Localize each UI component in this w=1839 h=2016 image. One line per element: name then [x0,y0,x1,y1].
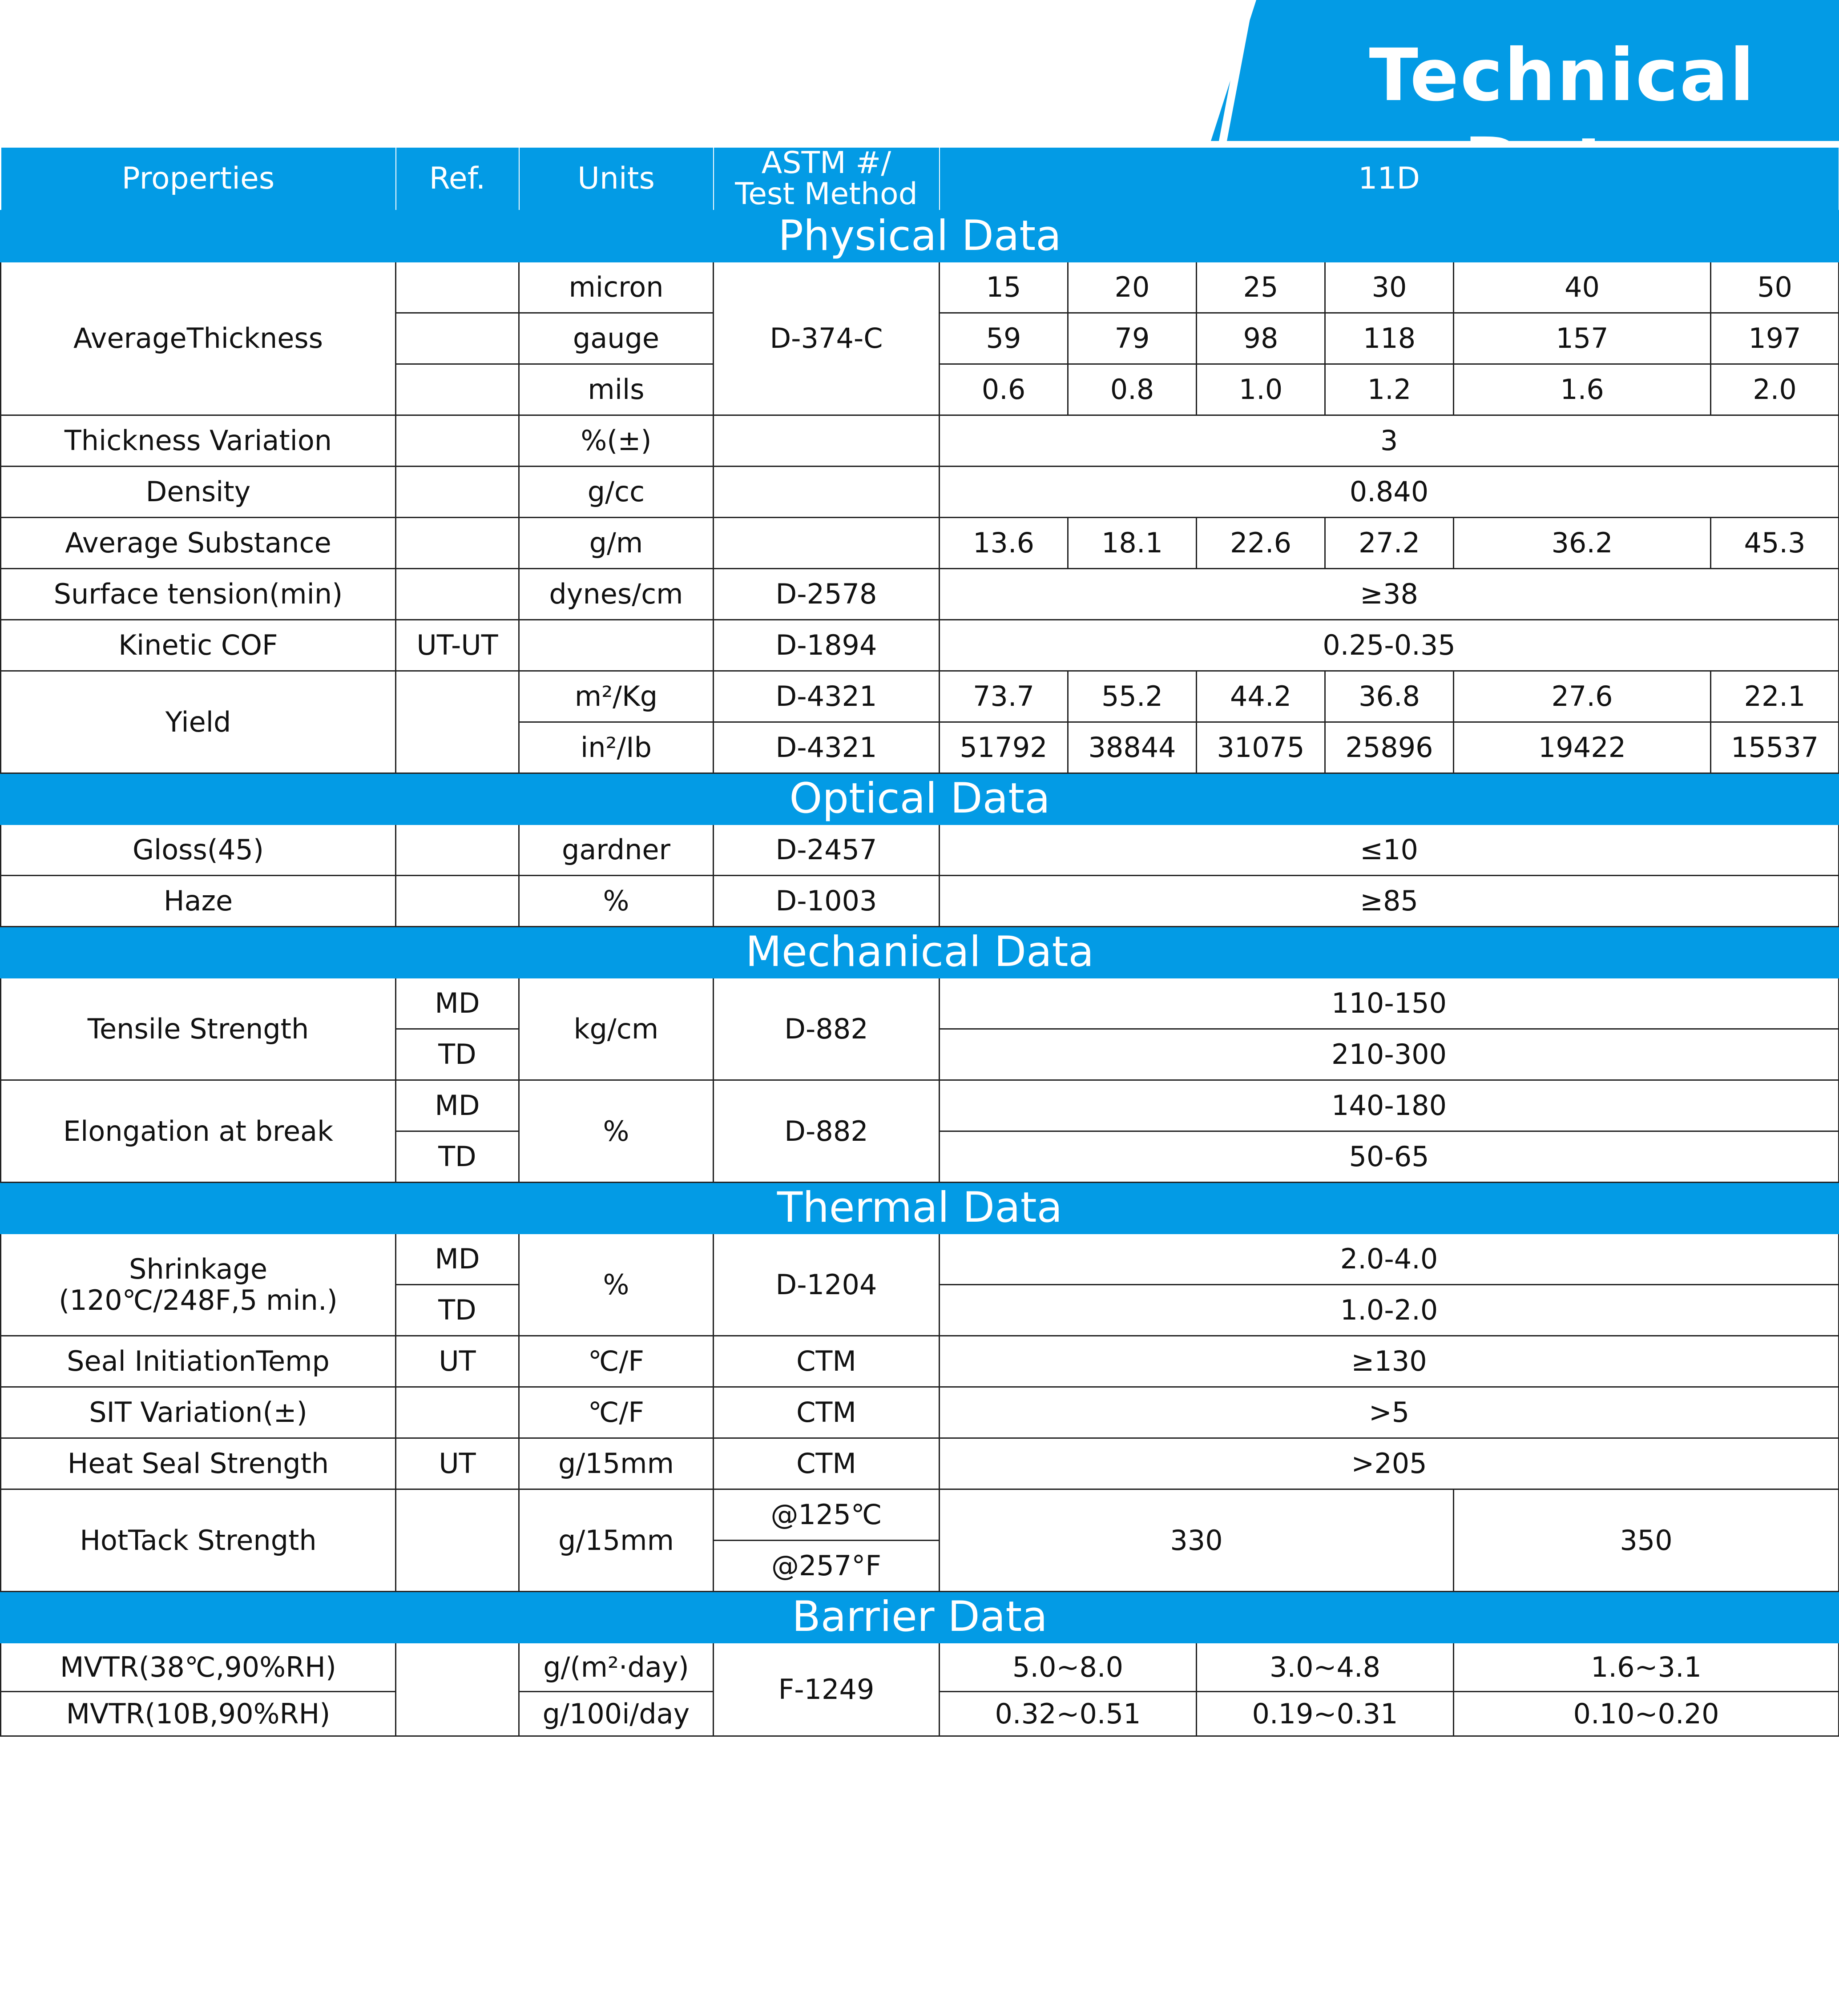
method-cell [714,415,940,467]
section-mechanical [1,927,1839,978]
density-label: Density [1,467,396,518]
value-cell: 79 [1068,313,1197,364]
yield-label: Yield [1,671,396,773]
value-cell: 330 [940,1489,1454,1592]
value-cell: 40 [1454,262,1711,313]
unit-cell: ℃/F [519,1387,714,1438]
value-cell: 0.32~0.51 [940,1692,1197,1736]
ref-cell: MD [396,1080,519,1131]
table-row [1,262,1839,313]
value-cell: ≥38 [940,569,1839,620]
unit-cell: % [519,1080,714,1183]
ref-cell: TD [396,1029,519,1080]
ref-cell: TD [396,1131,519,1183]
value-cell: 0.8 [1068,364,1197,415]
value-cell: 98 [1197,313,1325,364]
unit-cell: m²/Kg [519,671,714,722]
method-cell: @257°F [714,1541,940,1592]
header-units: Units [519,147,714,211]
method-cell: CTM [714,1336,940,1387]
section-thermal-title: Thermal Data [1,1183,1839,1234]
method-cell: D-4321 [714,671,940,722]
header-astm-line2: Test Method [735,177,918,211]
unit-cell: % [519,876,714,927]
shrinkage-label-line2: (120℃/248F,5 min.) [59,1284,338,1316]
table-row [1,1643,1839,1692]
table-header-row [1,147,1839,211]
value-cell: 0.10~0.20 [1454,1692,1839,1736]
value-cell: 25 [1197,262,1325,313]
table-row [1,415,1839,467]
ref-cell [396,364,519,415]
value-cell: 27.6 [1454,671,1711,722]
ref-cell [396,467,519,518]
value-cell: 1.0 [1197,364,1325,415]
average-substance-label: Average Substance [1,518,396,569]
sit-variation-label: SIT Variation(±) [1,1387,396,1438]
value-cell: 0.25-0.35 [940,620,1839,671]
ref-cell [396,825,519,876]
value-cell: 55.2 [1068,671,1197,722]
kinetic-cof-label: Kinetic COF [1,620,396,671]
ref-cell: TD [396,1285,519,1336]
table-row [1,1438,1839,1489]
table-row [1,1080,1839,1131]
table-row [1,978,1839,1029]
value-cell: 210-300 [940,1029,1839,1080]
unit-cell: g/15mm [519,1438,714,1489]
section-optical-title: Optical Data [1,773,1839,825]
table-row [1,825,1839,876]
ref-cell [396,313,519,364]
haze-label: Haze [1,876,396,927]
value-cell: 44.2 [1197,671,1325,722]
section-optical [1,773,1839,825]
ref-cell [396,1643,519,1736]
header-grade: 11D [940,147,1839,211]
table-row [1,1234,1839,1285]
value-cell: 350 [1454,1489,1839,1592]
value-cell: 31075 [1197,722,1325,773]
value-cell: 13.6 [940,518,1068,569]
technical-data-table [0,147,1839,1737]
table-row [1,518,1839,569]
table-row [1,1489,1839,1541]
value-cell: 50 [1711,262,1839,313]
method-cell [714,518,940,569]
ref-cell: MD [396,1234,519,1285]
unit-cell: g/(m²·day) [519,1643,714,1692]
method-cell: D-4321 [714,722,940,773]
table-row [1,1387,1839,1438]
ref-cell [396,262,519,313]
elongation-label: Elongation at break [1,1080,396,1183]
value-cell: 1.6 [1454,364,1711,415]
section-physical [1,211,1839,262]
value-cell: 38844 [1068,722,1197,773]
unit-cell: g/15mm [519,1489,714,1592]
value-cell: ≤10 [940,825,1839,876]
value-cell: 0.6 [940,364,1068,415]
value-cell: ≥130 [940,1336,1839,1387]
mvtr1-label: MVTR(38℃,90%RH) [1,1643,396,1692]
method-cell: D-1003 [714,876,940,927]
ref-cell: UT [396,1336,519,1387]
method-cell: @125℃ [714,1489,940,1541]
unit-cell: ℃/F [519,1336,714,1387]
value-cell: 2.0-4.0 [940,1234,1839,1285]
thickness-label: AverageThickness [1,262,396,415]
shrinkage-label [1,1234,396,1336]
value-cell: 18.1 [1068,518,1197,569]
value-cell: 2.0 [1711,364,1839,415]
thickness-method: D-374-C [714,262,940,415]
section-barrier [1,1592,1839,1643]
value-cell: 1.6~3.1 [1454,1643,1839,1692]
method-cell: F-1249 [714,1643,940,1736]
ref-cell [396,1387,519,1438]
value-cell: 15537 [1711,722,1839,773]
unit-cell: g/m [519,518,714,569]
header-ref: Ref. [396,147,519,211]
table-row [1,569,1839,620]
seal-init-label: Seal InitiationTemp [1,1336,396,1387]
table-row [1,620,1839,671]
table-row [1,1336,1839,1387]
surface-tension-label: Surface tension(min) [1,569,396,620]
value-cell: 20 [1068,262,1197,313]
ref-cell: MD [396,978,519,1029]
value-cell: 51792 [940,722,1068,773]
value-cell: 5.0~8.0 [940,1643,1197,1692]
value-cell: 45.3 [1711,518,1839,569]
ref-cell: UT-UT [396,620,519,671]
value-cell: 197 [1711,313,1839,364]
table-row [1,876,1839,927]
thickness-variation-label: Thickness Variation [1,415,396,467]
value-cell: 1.0-2.0 [940,1285,1839,1336]
value-cell: 25896 [1325,722,1454,773]
value-cell: 0.840 [940,467,1839,518]
value-cell: 118 [1325,313,1454,364]
unit-cell: in²/Ib [519,722,714,773]
value-cell: 36.8 [1325,671,1454,722]
method-cell: CTM [714,1438,940,1489]
value-cell: 110-150 [940,978,1839,1029]
value-cell: 140-180 [940,1080,1839,1131]
value-cell: 15 [940,262,1068,313]
method-cell: D-882 [714,978,940,1080]
unit-mils: mils [519,364,714,415]
section-physical-title: Physical Data [1,211,1839,262]
unit-cell: % [519,1234,714,1336]
method-cell: D-882 [714,1080,940,1183]
value-cell: 50-65 [940,1131,1839,1183]
value-cell: ≥85 [940,876,1839,927]
gloss-label: Gloss(45) [1,825,396,876]
value-cell: 22.1 [1711,671,1839,722]
ref-cell [396,569,519,620]
ref-cell [396,671,519,773]
header-astm-line1: ASTM #/ [761,147,891,181]
value-cell: 22.6 [1197,518,1325,569]
section-barrier-title: Barrier Data [1,1592,1839,1643]
unit-cell: g/cc [519,467,714,518]
header-astm [714,147,940,211]
unit-cell: %(±) [519,415,714,467]
ref-cell [396,876,519,927]
value-cell: 59 [940,313,1068,364]
value-cell: 0.19~0.31 [1197,1692,1454,1736]
method-cell: D-2578 [714,569,940,620]
value-cell: 3 [940,415,1839,467]
method-cell [714,467,940,518]
method-cell: D-1204 [714,1234,940,1336]
mvtr2-label: MVTR(10B,90%RH) [1,1692,396,1736]
section-thermal [1,1183,1839,1234]
value-cell: 27.2 [1325,518,1454,569]
value-cell: 1.2 [1325,364,1454,415]
table-row [1,671,1839,722]
value-cell: 3.0~4.8 [1197,1643,1454,1692]
unit-cell: g/100i/day [519,1692,714,1736]
table-row [1,467,1839,518]
unit-cell: dynes/cm [519,569,714,620]
unit-cell: gardner [519,825,714,876]
value-cell: 19422 [1454,722,1711,773]
ref-cell [396,1489,519,1592]
method-cell: D-1894 [714,620,940,671]
value-cell: >205 [940,1438,1839,1489]
value-cell: 30 [1325,262,1454,313]
value-cell: 157 [1454,313,1711,364]
hottack-label: HotTack Strength [1,1489,396,1592]
unit-cell: kg/cm [519,978,714,1080]
method-cell: CTM [714,1387,940,1438]
value-cell: 36.2 [1454,518,1711,569]
heat-seal-label: Heat Seal Strength [1,1438,396,1489]
value-cell: 73.7 [940,671,1068,722]
ref-cell [396,518,519,569]
unit-gauge: gauge [519,313,714,364]
unit-cell [519,620,714,671]
header-properties: Properties [1,147,396,211]
page-title: Technical [1369,34,1756,117]
unit-micron: micron [519,262,714,313]
method-cell: D-2457 [714,825,940,876]
tensile-label: Tensile Strength [1,978,396,1080]
ref-cell [396,415,519,467]
value-cell: >5 [940,1387,1839,1438]
shrinkage-label-line1: Shrinkage [129,1252,267,1285]
section-mechanical-title: Mechanical Data [1,927,1839,978]
ref-cell: UT [396,1438,519,1489]
title-banner [1211,0,1839,141]
